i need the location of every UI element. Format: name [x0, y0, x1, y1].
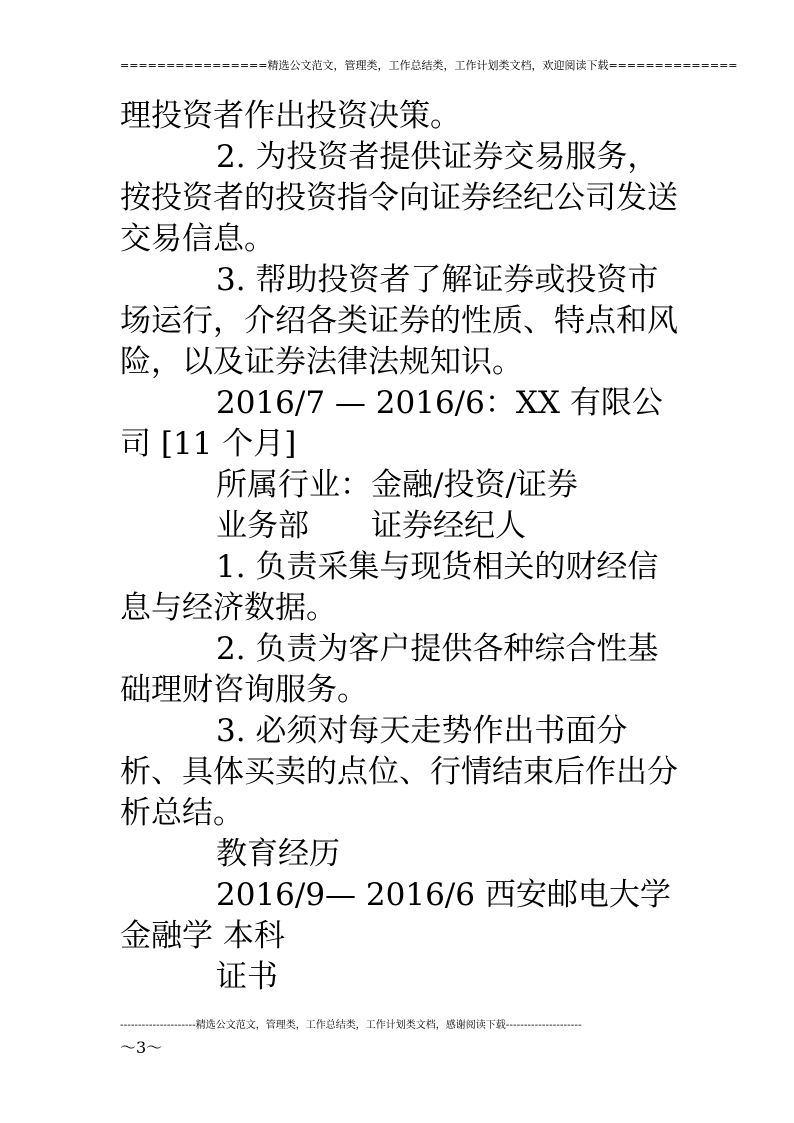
industry-line: 所属行业：金融/投资/证券 — [216, 467, 578, 503]
footer-banner: ---------------------精选公文范文，管理类，工作总结类，工作计划类文档，感谢阅读下载--------------------- — [120, 1020, 582, 1031]
paragraph: 3. 帮助投资者了解证券或投资市场运行，介绍各类证券的性质、特点和风险，以及证券法律法规知识。 — [120, 262, 678, 380]
department-position: 业务部 证券经纪人 — [216, 508, 526, 544]
education-entry: 2016/9— 2016/6 西安邮电大学 金融学 本科 — [120, 877, 681, 954]
paragraph: 理投资者作出投资决策。 — [120, 98, 461, 134]
paragraph: 3. 必须对每天走势作出书面分析、具体买卖的点位、行情结束后作出分析总结。 — [120, 713, 678, 831]
header-banner: ================精选公文范文，管理类，工作总结类，工作计划类文档，欢迎阅读下载============== — [120, 59, 738, 72]
paragraph: 1. 负责采集与现货相关的财经信息与经济数据。 — [120, 549, 659, 626]
job-entry-dates: 2016/7 — 2016/6：XX 有限公司 [11 个月] — [120, 385, 663, 462]
page-number: ～3～ — [120, 1038, 163, 1057]
document-body — [120, 96, 680, 998]
paragraph: 2. 负责为客户提供各种综合性基础理财咨询服务。 — [120, 631, 659, 708]
education-heading: 教育经历 — [216, 836, 340, 872]
certificates-heading: 证书 — [216, 959, 278, 995]
paragraph: 2. 为投资者提供证券交易服务，按投资者的投资指令向证券经纪公司发送交易信息。 — [120, 139, 678, 257]
